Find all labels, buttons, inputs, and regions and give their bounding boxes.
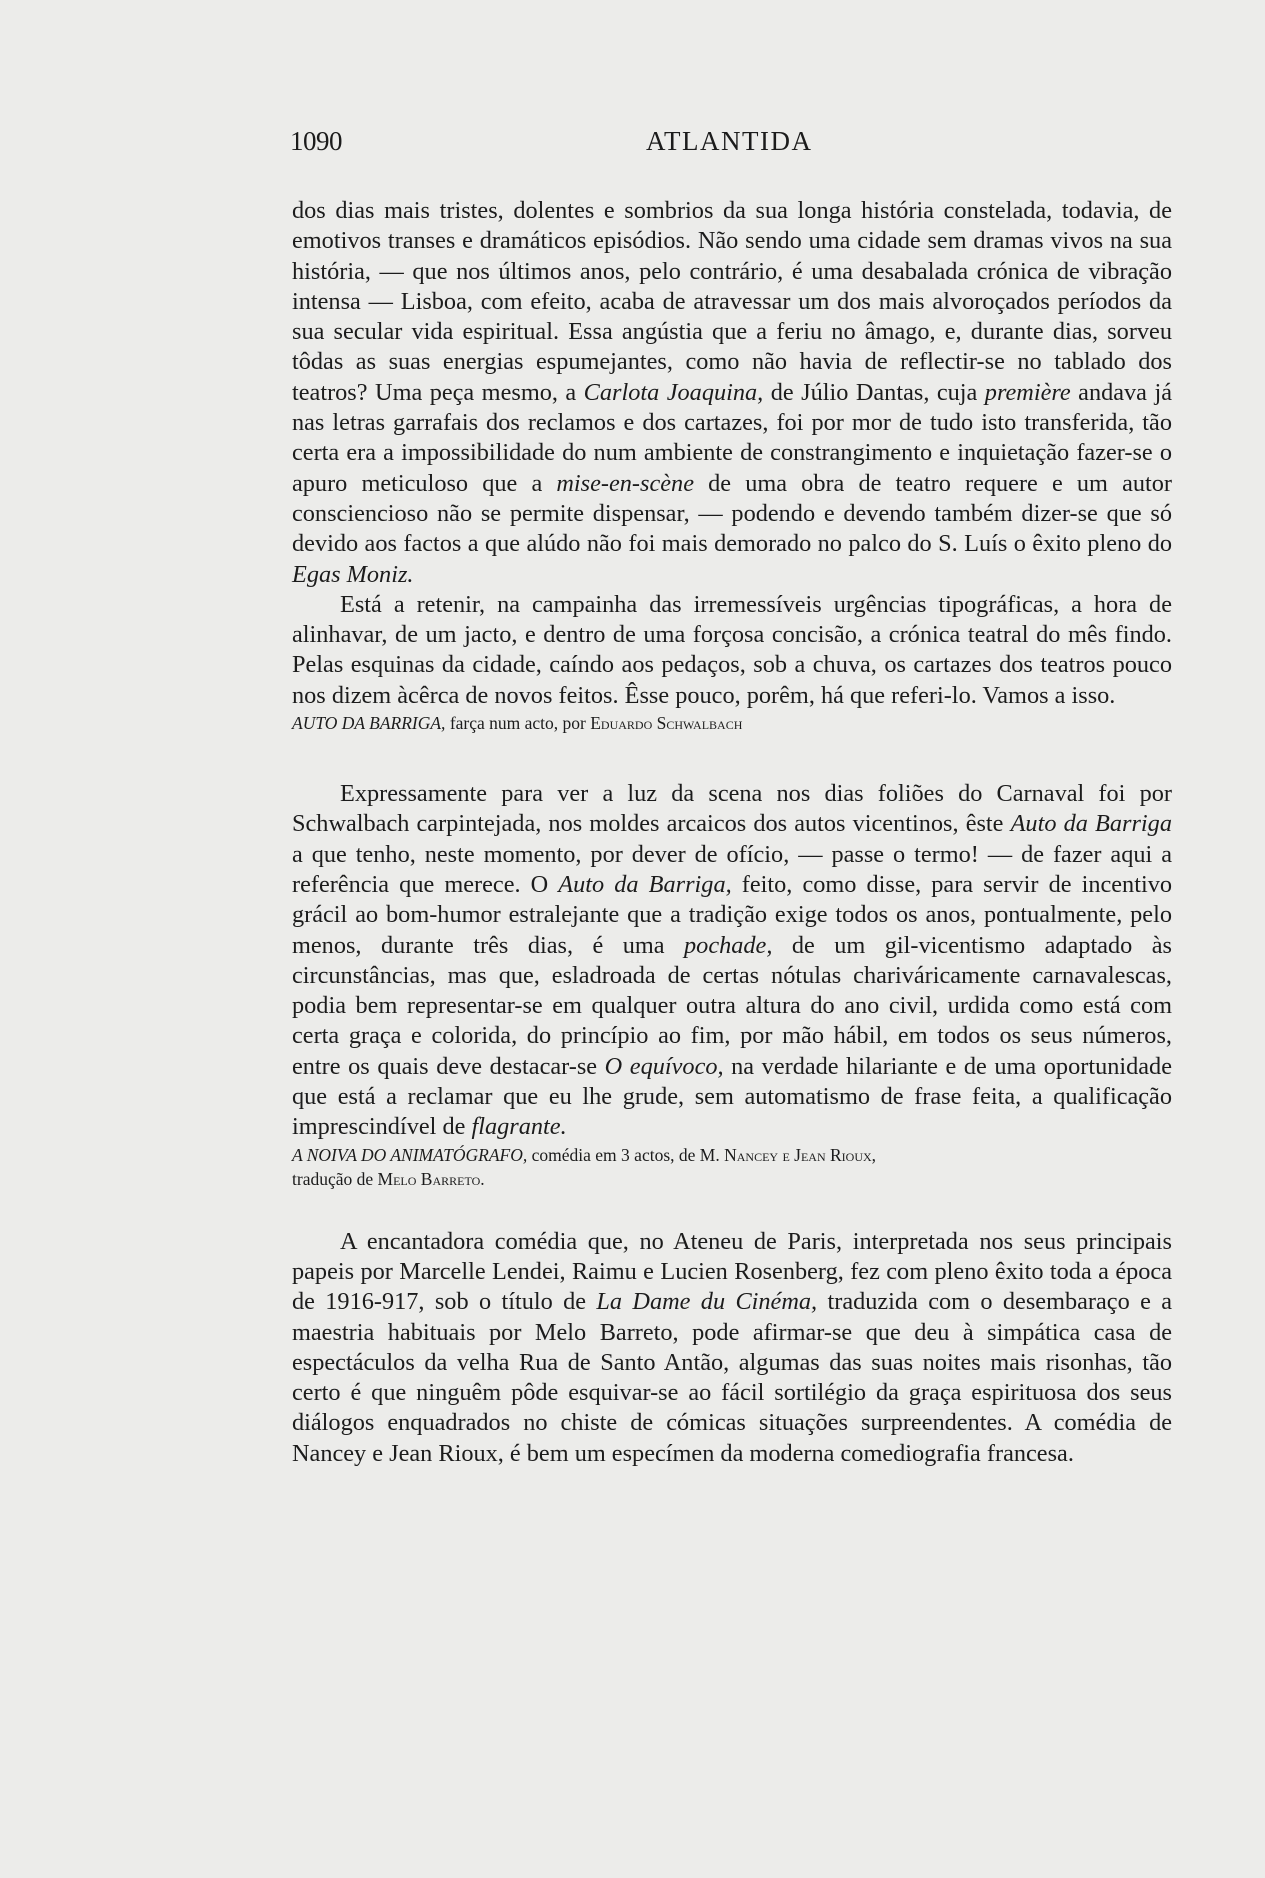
paragraph-4: A encantadora comédia que, no Ateneu de Paris, interpretada nos seus principais papeis por Marcelle Lendei, Raimu e Lucien Rosenberg, fez com pleno êxito toda a época de 1916-917, sob o título de La Dame du Cinéma, traduzida com o desembaraço e a maestria habituais por Melo Barreto, pode afirmar-se que deu à simpática casa de espectáculos da velha Rua de Santo Antão, algumas das suas noites mais risonhas, tão certo é que ninguêm pôde esquivar-se ao fácil sortilégio da graça espirituosa dos seus diálogos enquadrados no chiste de cómicas situações surpreendentes. A comédia de Nancey e Jean Rioux, é bem um especímen da moderna comediografia francesa. (292, 1227, 1173, 1467)
page-header (290, 126, 1170, 166)
page-number: 1090 (290, 126, 342, 156)
section-heading-a-noiva-do-animatografo: A NOIVA DO ANIMATÓGRAFO, comédia em 3 actos, de M. Nancey e Jean Rioux, tradução de Melo Barreto. (292, 1144, 877, 1189)
paragraph-1: dos dias mais tristes, dolentes e sombrios da sua longa história constelada, todavia, de emotivos transes e dramáticos episódios. Não sendo uma cidade sem dramas vivos na sua história, — que nos últimos anos, pelo contrário, é uma desabalada crónica de vibração intensa — Lisboa, com efeito, acaba de atravessar um dos mais alvoroçados períodos da sua secular vida espiritual. Essa angústia que a feriu no âmago, e, durante dias, sorveu tôdas as suas energias espumejantes, como não havia de reflectir-se no tablado dos teatros? Uma peça mesmo, a Carlota Joaquina, de Júlio Dantas, cuja première andava já nas letras garrafais dos reclamos e dos cartazes, foi por mor de tudo isto transferida, tão certa era a impossibilidade do num ambiente de constrangimento e inquietação fazer-se o apuro meticuloso que a mise-en-scène de uma obra de teatro requere e um autor consciencioso não se permite dispensar, — podendo e devendo também dizer-se que só devido aos factos a que alúdo não foi mais demorado no palco do S. Luís o êxito pleno do Egas Moniz. (292, 197, 1172, 588)
paragraph-3: Expressamente para ver a luz da scena nos dias foliões do Carnaval foi por Schwalbach carpintejada, nos moldes arcaicos dos autos vicentinos, êste Auto da Barriga a que tenho, neste momento, por dever de ofício, — passe o termo! — de fazer aqui a referência que merece. O Auto da Barriga, feito, como disse, para servir de incentivo grácil ao bom-humor estralejante que a tradição exige todos os anos, pontualmente, pelo menos, durante três dias, é uma pochade, de um gil-vicentismo adaptado às circunstâncias, mas que, esladroada de certas nótulas chariváricamente carnavalescas, podia bem representar-se em qualquer outra altura do ano civil, urdida como está com certa graça e colorida, do princípio ao fim, por mão hábil, em todos os seus números, entre os quais deve destacar-se O equívoco, na verdade hilariante e de uma oportunidade que está a reclamar que eu lhe grude, sem automatismo de frase feita, a qualificação imprescindível de flagrante. (292, 780, 1173, 1141)
article-body (292, 196, 1172, 1469)
section-heading-auto-da-barriga: AUTO DA BARRIGA, farça num acto, por Eduardo Schwalbach (292, 713, 743, 734)
running-head: ATLANTIDA (646, 126, 813, 156)
paragraph-2: Está a retenir, na campainha das irremessíveis urgências tipográficas, a hora de alinhavar, de um jacto, e dentro de uma forçosa concisão, a crónica teatral do mês findo. Pelas esquinas da cidade, caíndo aos pedaços, sob a chuva, os cartazes dos teatros pouco nos dizem àcêrca de novos feitos. Êsse pouco, porêm, há que referi-lo. Vamos a isso. (292, 590, 1172, 709)
